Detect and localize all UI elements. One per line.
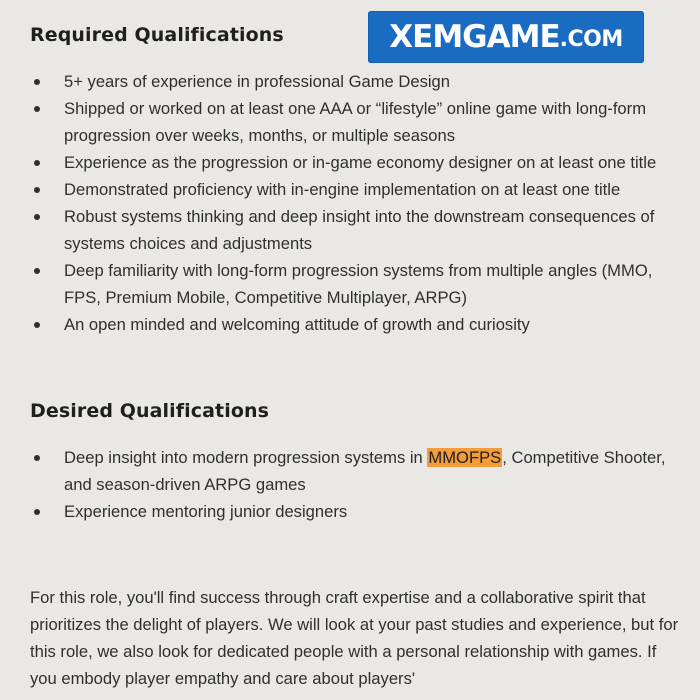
list-item — [30, 444, 690, 498]
list-item — [30, 68, 690, 95]
list-item-text: Experience mentoring junior designers — [64, 502, 348, 521]
xemgame-watermark-logo — [368, 11, 644, 63]
bullet-icon — [34, 322, 40, 328]
bullet-icon — [34, 160, 40, 166]
list-item — [30, 311, 690, 338]
list-item — [30, 203, 690, 257]
list-item-text: Demonstrated proficiency with in-engine implementation on at least one title — [64, 180, 621, 199]
bullet-icon — [34, 455, 40, 461]
required-qualifications-list — [30, 68, 690, 338]
desired-qualifications-list — [30, 444, 690, 525]
bullet-icon — [34, 106, 40, 112]
list-item — [30, 176, 690, 203]
role-description-paragraph: For this role, you'll find success through craft expertise and a collaborative spirit that prioritizes the delight of players. We will look at your past studies and experience, but for this role, we also look for dedicated people with a personal relationship with games. If you embody player empathy and care about players' — [30, 588, 679, 688]
bullet-icon — [34, 509, 40, 515]
list-item-text: Deep familiarity with long-form progression systems from multiple angles (MMO, FPS, Premium Mobile, Competitive Multiplayer, ARPG) — [64, 261, 653, 307]
highlighted-term: MMOFPS — [428, 448, 502, 467]
list-item-text: 5+ years of experience in professional Game Design — [64, 72, 451, 91]
list-item-text: Robust systems thinking and deep insight into the downstream consequences of systems choices and adjustments — [64, 207, 655, 253]
list-item-text: Shipped or worked on at least one AAA or “lifestyle” online game with long-form progression over weeks, months, or multiple seasons — [64, 99, 647, 145]
list-item — [30, 257, 690, 311]
list-item-text: An open minded and welcoming attitude of growth and curiosity — [64, 315, 530, 334]
list-item-text: Experience as the progression or in-game economy designer on at least one title — [64, 153, 657, 172]
list-item — [30, 149, 690, 176]
bullet-icon — [34, 268, 40, 274]
watermark-main-text: XEMGAME — [389, 19, 560, 55]
list-item — [30, 95, 690, 149]
list-item — [30, 498, 690, 525]
list-item-text-part: Deep insight into modern progression systems in — [64, 448, 428, 467]
watermark-tld-text: .COM — [559, 27, 623, 52]
list-item-text-part: , Competitive Shooter, and season-driven ARPG games — [64, 448, 666, 494]
bullet-icon — [34, 214, 40, 220]
bullet-icon — [34, 79, 40, 85]
desired-qualifications-heading: Desired Qualifications — [30, 400, 270, 422]
bullet-icon — [34, 187, 40, 193]
required-qualifications-heading: Required Qualifications — [30, 24, 284, 46]
